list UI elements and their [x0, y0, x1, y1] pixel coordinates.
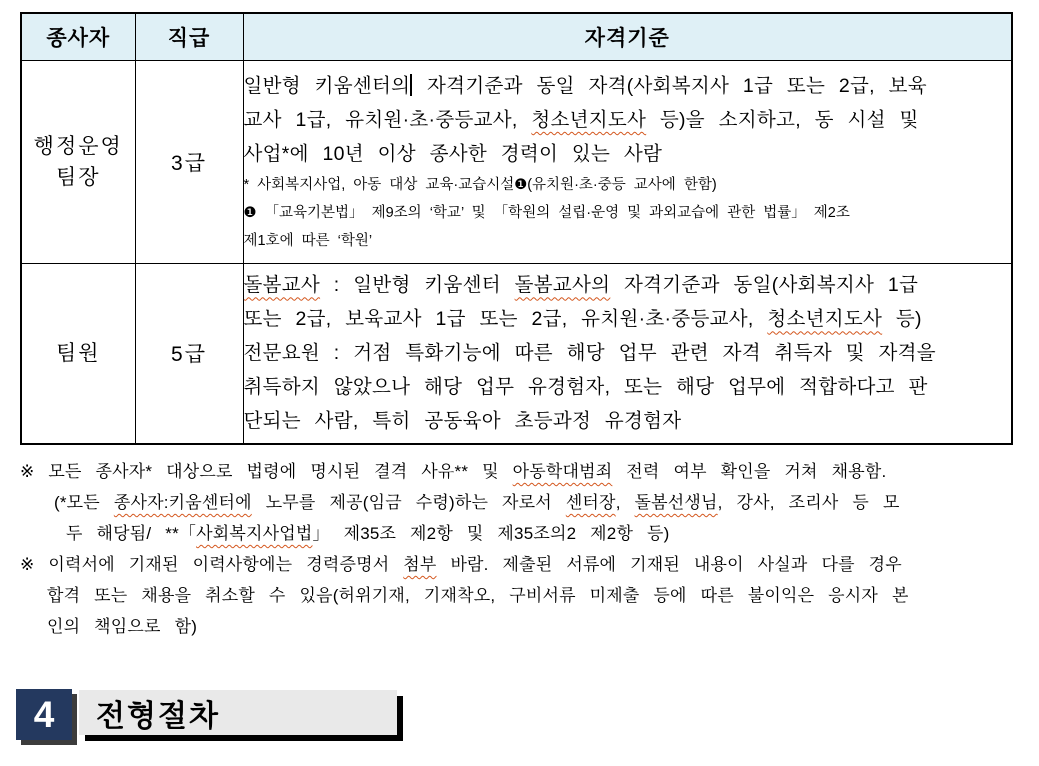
grade-cell: 3급: [135, 61, 243, 264]
text-segment: ※ 이력서에 기재된 이력사항에는 경력증명서: [20, 555, 404, 574]
text-segment: 자격기준과 동일(사회복지사 1급: [610, 274, 919, 297]
text-line: [244, 370, 1012, 404]
spellcheck-underlined-text: 돌봄선생님: [634, 493, 718, 512]
text-line: [244, 69, 1012, 103]
text-segment: : 일반형 키움센터: [320, 274, 515, 297]
worker-name-line: 팀장: [55, 166, 101, 189]
text-segment: 합격 또는 채용을 취소할 수 있음(허위기재, 기재착오, 구비서류 미제출 등에 따른 불이익은 응시자 본: [47, 586, 909, 605]
col-header-worker: 종사자: [21, 13, 135, 61]
text-segment: 사업*에 10년 이상 종사한 경력이 있는 사람: [243, 143, 663, 165]
table-row: [21, 264, 1012, 444]
section-title: 전형절차: [96, 699, 220, 733]
text-line: [20, 611, 1025, 642]
text-segment: 제1호에 따른 ‘학원’: [243, 233, 373, 249]
text-segment: 취득하지 않았으나 해당 업무 유경험자, 또는 해당 업무에 적합하다고 판: [243, 376, 928, 399]
criteria-text: [244, 69, 1012, 255]
spellcheck-underlined-text: 돌봄교사의: [514, 274, 611, 297]
text-line: [244, 302, 1012, 336]
text-line: [20, 456, 1025, 487]
text-segment: 전력 여부 확인을 거쳐 채용함.: [612, 462, 887, 481]
section-number-badge: [16, 689, 72, 740]
text-line: [244, 171, 1012, 199]
section-title-box: [79, 690, 397, 735]
text-segment: 등)을 소지하고, 동 시설 및: [646, 109, 919, 131]
spellcheck-underlined-text: 아동학대범죄: [512, 462, 613, 481]
worker-cell: [21, 264, 135, 444]
text-segment: , 강사, 조리사 등 모: [717, 493, 900, 512]
text-segment: 노무를 제공(임금 수령)하는 자로서: [251, 493, 566, 512]
qualification-table: [20, 12, 1013, 445]
text-segment: 전문요원 : 거점 특화기능에 따른 해당 업무 관련 자격 취득자 및 자격을: [243, 342, 936, 365]
text-line: [20, 580, 1025, 611]
spellcheck-underlined-text: 종사자:키움센터에: [113, 493, 252, 512]
worker-name-line: 팀원: [55, 341, 101, 365]
col-header-criteria: 자격기준: [243, 13, 1012, 61]
criteria-cell: [243, 264, 1012, 444]
spellcheck-underlined-text: 돌봄교사: [243, 274, 321, 297]
text-line: [244, 199, 1012, 227]
text-line: [244, 268, 1012, 302]
text-segment: 두 해당됨/ **「: [66, 524, 197, 543]
worker-name-line: 행정운영: [33, 135, 123, 158]
spellcheck-underlined-text: 센터장: [565, 493, 616, 512]
spellcheck-underlined-text: 청소년지도사: [767, 308, 883, 331]
criteria-cell: [243, 61, 1012, 264]
text-line: [244, 227, 1012, 255]
text-line: [20, 487, 1025, 518]
table-row: [21, 61, 1012, 264]
text-segment: 」 제35조 제2항 및 제35조의2 제2항 등): [312, 524, 670, 543]
text-segment: 바람. 제출된 서류에 기재된 내용이 사실과 다를 경우: [436, 555, 902, 574]
text-line: [20, 518, 1025, 549]
text-segment: ❶ 「교육기본법」 제9조의 ‘학교’ 및 「학원의 설립·운영 및 과외교습에 관한 법률」 제2조: [243, 205, 850, 221]
worker-cell: [21, 61, 135, 264]
table-header-row: [21, 13, 1012, 61]
text-line: [20, 549, 1025, 580]
text-line: [244, 137, 1012, 171]
notes-section: [20, 456, 1025, 642]
spellcheck-underlined-text: 청소년지도사: [531, 109, 647, 131]
col-header-grade: 직급: [135, 13, 243, 61]
grade-cell: 5급: [135, 264, 243, 444]
text-segment: 인의 책임으로 함): [47, 617, 198, 636]
text-segment: 단되는 사람, 특히 공동육아 초등과정 유경험자: [243, 410, 682, 433]
text-segment: ,: [615, 493, 635, 512]
text-segment: ※ 모든 종사자* 대상으로 법령에 명시된 결격 사유** 및: [20, 462, 513, 481]
text-line: [244, 103, 1012, 137]
text-line: [244, 404, 1012, 438]
text-line: [244, 336, 1012, 370]
spellcheck-underlined-text: 사회복지사업법: [196, 524, 313, 543]
text-segment: 교사 1급, 유치원·초·중등교사,: [243, 109, 532, 131]
text-segment: * 사회복지사업, 아동 대상 교육·교습시설❶(유치원·초·중등 교사에 한함): [243, 177, 717, 193]
text-segment: 또는 2급, 보육교사 1급 또는 2급, 유치원·초·중등교사,: [243, 308, 768, 331]
spellcheck-underlined-text: 첨부: [403, 555, 437, 574]
text-segment: 등): [882, 308, 922, 331]
text-segment: 일반형 키움센터의: [243, 75, 411, 97]
text-segment: 자격기준과 동일 자격(사회복지사 1급 또는 2급, 보육: [413, 75, 927, 97]
text-segment: (*모든: [54, 493, 114, 512]
section-number: 4: [33, 693, 55, 735]
criteria-text: [244, 268, 1012, 438]
